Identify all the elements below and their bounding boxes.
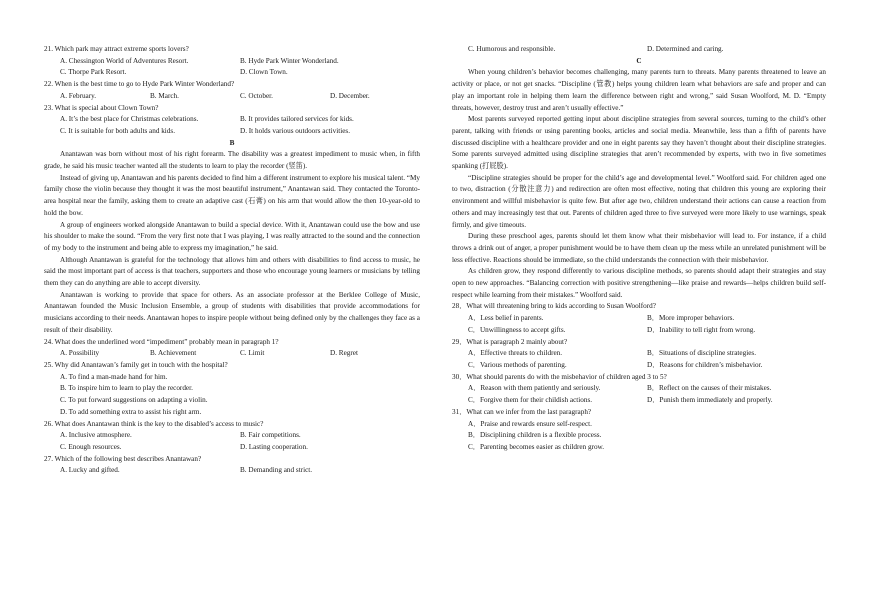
question-29: 29．What is paragraph 2 mainly about? [452,337,568,346]
passage-b-paragraph: Anantawan was born without most of his right forearm. The disability was a greatest impediment to music when, in fifth grade, he said his music teacher wanted all the students to learn to play the recorder (竖笛). [44,150,420,171]
option-b: B．More improper behaviors. [647,314,735,323]
question-28-options [452,325,826,337]
option-d: D. To add something extra to assist his right arm. [60,407,202,416]
option-d: D. Regret [330,349,358,358]
question-26-options [44,442,420,454]
option-a: A. It’s the best place for Christmas celebrations. [60,115,199,124]
section-b-heading: B [229,138,235,147]
option-c: C. Humorous and responsible. [468,45,556,53]
option-a: A. Lucky and gifted. [60,466,120,475]
option-c: C．Parenting becomes easier as children grow. [468,442,605,451]
option-c: C．Unwillingness to accept gifts. [468,325,566,334]
option-c: C. Thorpe Park Resort. [60,68,127,77]
question-27-options-continued [452,44,826,56]
option-d: D. It holds various outdoors activities. [240,126,350,135]
question-23-options [44,114,420,126]
question-23-options [44,126,420,138]
passage-c-paragraph: When young children’s behavior becomes challenging, many parents turn to threats. Many parents threatened to leave an activity or place, or not get snacks. “Discipline (管教) helps young children learn what behaviors are safe and proper and can play an important role in helping them learn the difference between right and wrong,” said Susan Woolford, M. D. “Empty threats, however, destroy trust and aren’t usually effective.” [452,68,826,112]
question-26: 26. What does Anantawan think is the key to the disabled’s access to music? [44,419,264,428]
option-b: B. Demanding and strict. [240,466,313,475]
option-c: C. October. [240,91,273,100]
option-b: B．Disciplining children is a flexible process. [468,431,602,440]
passage-b-paragraph: Anantawan is working to provide that space for others. As an associate professor at the Berklee College of Music, Anantawan founded the Music Inclusion Ensemble, a group of students with disabilities that provide accommodations for musicians according to their needs. Anantawan hopes to inspire people without being defined only by the challenges they face as a result of their disability. [44,290,420,334]
section-c-heading: C [636,56,642,65]
passage-c-paragraph: As children grow, they respond differently to various discipline methods, so parents should adapt their strategies and stay open to new approaches. “Balancing correction with positive strengthening—like praise and rewards—helps children build self-respect while learning from their mistakes.” Woolford said. [452,267,826,299]
option-b: B. Achievement [150,349,197,358]
question-29-options [452,348,826,360]
right-column [452,44,826,454]
question-26-options [44,430,420,442]
option-a: A．Reason with them patiently and seriously. [468,384,601,393]
option-b: B．Situations of discipline strategies. [647,349,756,358]
passage-c-paragraph: During these preschool ages, parents should let them know what their misbehavior will lead to. For instance, if a child throws a drink out of anger, a proper punishment would be to have them clean up the mess while an unrelated punishment will be less effective. Reactions should be immediate, so the child understands the connection with their misbehavior. [452,232,826,264]
option-b: B．Reflect on the causes of their mistakes. [647,384,772,393]
option-c: C. Enough resources. [60,442,122,451]
option-a: A. To find a man-made hand for him. [60,372,168,381]
question-22-options [44,91,420,103]
option-c: C．Various methods of parenting. [468,360,567,369]
passage-b-paragraph: Instead of giving up, Anantawan and his parents decided to find him a different instrument to explore his musical talent. “My family chose the violin because they thought it was the most beautiful instrument,” Anantawan said. They contacted the Toronto-area hospital near the family, asking them to create an adaptive cast (石膏) on his arm that would allow the then 10-year-old to hold the bow. [44,173,420,217]
question-28: 28．What will threatening bring to kids according to Susan Woolford? [452,302,656,311]
option-d: D．Inability to tell right from wrong. [647,325,756,334]
question-22: 22. When is the best time to go to Hyde Park Winter Wonderland? [44,80,235,89]
option-c: C. To put forward suggestions on adapting a violin. [60,396,208,405]
option-c: C．Forgive them for their childish actions. [468,396,593,405]
option-a: A．Praise and rewards ensure self-respect. [468,419,592,428]
question-27-options [44,465,420,477]
question-30-options [452,395,826,407]
question-28-options [452,313,826,325]
question-30-options [452,383,826,395]
option-b: B. It provides tailored services for kids. [240,115,354,124]
passage-b-paragraph: A group of engineers worked alongside Anantawan to build a special device. With it, Anantawan could use the bow and use his shoulder to make the sound. “From the very first note that I was playing, I was really attracted to the sound and the connection of my body to the instrument and being able to express my imagination,” he said. [44,220,420,252]
option-a: A. Possibility [60,349,100,358]
option-a: A．Less belief in parents. [468,314,544,323]
option-b: B. Hyde Park Winter Wonderland. [240,56,339,65]
option-a: A. February. [60,91,97,100]
option-a: A. Chessington World of Adventures Resort. [60,56,189,65]
option-c: C. Limit [240,349,265,358]
option-b: B. Fair competitions. [240,431,301,440]
question-21-options [44,67,420,79]
option-b: B. March. [150,91,179,100]
question-30: 30．What should parents do with the misbehavior of children aged 3 to 5? [452,372,667,381]
option-d: D．Reasons for children’s misbehavior. [647,360,763,369]
option-c: C. It is suitable for both adults and kids. [60,126,175,135]
question-25: 25. Why did Anantawan’s family get in touch with the hospital? [44,360,228,369]
option-d: D. December. [330,91,370,100]
question-21: 21. Which park may attract extreme sports lovers? [44,45,189,53]
question-23: 23. What is special about Clown Town? [44,103,159,112]
option-d: D. Clown Town. [240,68,288,77]
option-b: B. To inspire him to learn to play the recorder. [60,384,193,393]
question-31: 31．What can we infer from the last paragraph? [452,407,592,416]
passage-c-paragraph: Most parents surveyed reported getting input about discipline strategies from several sources, turning to the child’s other parent, talking with friends or using parenting books, articles and social media. Meanwhile, less than a fifth of parents have discussed discipline with a healthcare provider and one in eight parents say they haven’t thought about their discipline strategies. Some parents surveyed admitted using discipline strategies that aren’t recommended by experts, with two in five sometimes spanking (打屁股). [452,115,826,171]
option-a: A．Effective threats to children. [468,349,563,358]
passage-b-paragraph: Although Anantawan is grateful for the technology that allows him and others with disabilities to find access to music, he said the most important part of access is that teachers, supporters and those who encourage young learners or musicians by telling them they can do anything are able to accept diversity. [44,255,420,288]
option-d: D．Punish them immediately and properly. [647,396,773,405]
option-d: D. Determined and caring. [647,45,724,53]
question-27: 27. Which of the following best describes Anantawan? [44,454,202,463]
question-24-options [44,348,420,360]
option-a: A. Inclusive atmosphere. [60,431,132,440]
question-29-options [452,360,826,372]
option-d: D. Lasting cooperation. [240,442,308,451]
passage-c-paragraph: “Discipline strategies should be proper for the child’s age and developmental level.” Woolford said. For children aged one to two, distraction (分散注意力) and redirection are often most effective, noting that children this young are exploring their environment and willful misbehavior is quite few. But after age two, children understand their actions can cause a reaction from others and may increasingly test that out. Parents of children aged three to five surveyed were more likely to use warnings, speak firmly, and give timeouts. [452,173,826,229]
left-column [44,44,420,477]
question-21-options [44,56,420,68]
question-24: 24. What does the underlined word “impediment” probably mean in paragraph 1? [44,337,279,346]
